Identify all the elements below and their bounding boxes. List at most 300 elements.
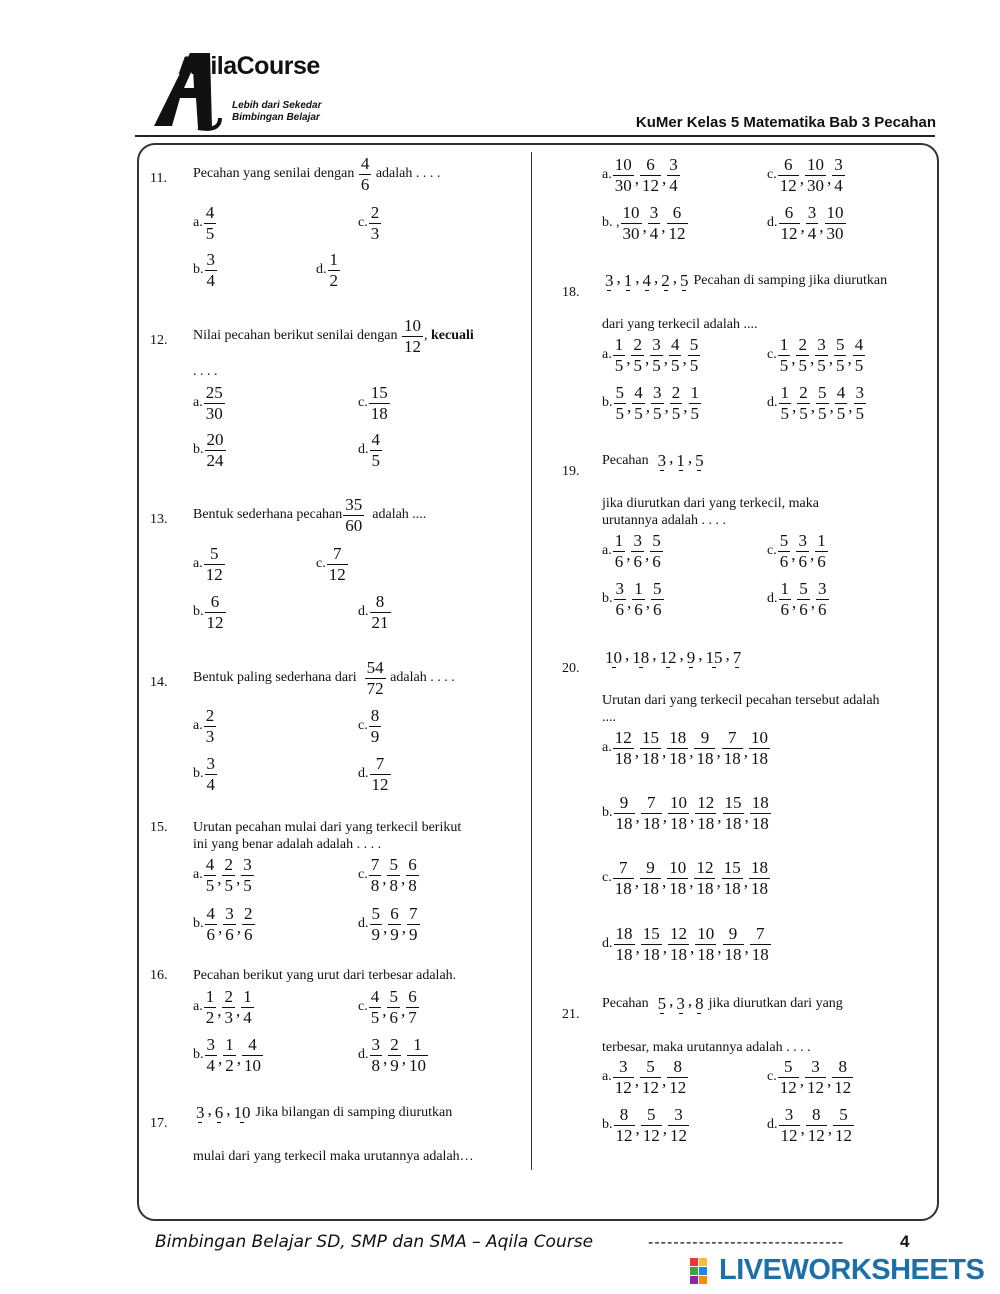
numerator: 1 [780, 383, 789, 402]
option-label: b. [193, 442, 204, 458]
denominator: 12 [205, 564, 223, 584]
fraction [667, 858, 688, 898]
option-label: c. [767, 347, 777, 363]
option-a[interactable] [193, 706, 217, 746]
option-a[interactable] [602, 728, 771, 768]
denominator [666, 667, 670, 668]
comma-separator: , [716, 872, 721, 892]
fraction [749, 728, 770, 768]
fraction [667, 203, 688, 243]
option-label: b. [602, 805, 613, 821]
denominator: 12 [806, 1077, 824, 1097]
numerator: 2 [370, 203, 380, 222]
option-label: a. [193, 718, 203, 734]
comma-separator: , [682, 349, 687, 369]
comma-separator: , [645, 593, 650, 613]
question-stem: Bentuk paling sederhana dari [193, 670, 357, 686]
denominator: 5 [836, 403, 846, 423]
option-a[interactable] [193, 987, 255, 1027]
numerator: 3 [798, 531, 807, 550]
fraction [796, 531, 809, 571]
numerator: 15 [723, 858, 741, 877]
question-text [193, 495, 426, 535]
option-label: c. [358, 999, 368, 1015]
denominator: 18 [751, 813, 769, 833]
denominator [679, 470, 683, 471]
denominator: 12 [642, 1125, 660, 1145]
comma-separator: , [652, 645, 657, 664]
denominator: 18 [670, 944, 687, 964]
fraction [656, 451, 669, 472]
numerator: 7 [618, 858, 628, 877]
numerator: 15 [642, 924, 660, 943]
fraction [194, 1103, 207, 1124]
numerator: 7 [409, 904, 418, 923]
numerator: 5 [680, 270, 689, 290]
comma-separator: , [661, 872, 667, 892]
numerator: 3 [206, 754, 215, 773]
option-c[interactable] [767, 1057, 854, 1097]
option-label: a. [193, 215, 203, 231]
numerator: 1 [676, 450, 685, 470]
option-b[interactable] [602, 579, 665, 619]
numerator: 5 [835, 335, 845, 354]
fraction [640, 728, 661, 768]
question-text: mulai dari yang terkecil maka urutannya adalah… [193, 1149, 474, 1164]
denominator: 6 [389, 1007, 398, 1027]
denominator: 5 [634, 403, 643, 423]
numerator: 4 [360, 154, 370, 173]
comma-separator: , [847, 349, 852, 369]
numerator: 6 [408, 987, 417, 1006]
fraction [651, 579, 664, 619]
numerator: 9 [646, 858, 655, 877]
logo-tagline: Bimbingan Belajar [232, 112, 320, 123]
question-number: 18. [562, 285, 580, 300]
fraction [659, 271, 672, 292]
numerator: 6 [784, 203, 794, 222]
question-stem: Pecahan [602, 996, 649, 1011]
denominator: 6 [634, 599, 643, 619]
fraction [365, 658, 386, 698]
comma-separator: , [654, 268, 659, 287]
numerator: 6 [672, 203, 682, 222]
question-text [193, 658, 455, 698]
numerator: 10 [669, 858, 687, 877]
option-b[interactable] [602, 1105, 690, 1145]
numerator: 5 [615, 383, 624, 402]
denominator: 5 [615, 403, 624, 423]
comma-separator: , [627, 593, 632, 613]
option-b[interactable] [193, 904, 256, 944]
option-c[interactable] [767, 155, 846, 195]
denominator: 6 [360, 174, 370, 194]
fraction [613, 335, 626, 375]
denominator: 5 [855, 403, 864, 423]
denominator: 4 [206, 774, 215, 794]
option-a[interactable] [602, 1057, 689, 1097]
denominator: 6 [225, 924, 234, 944]
denominator: 18 [614, 748, 632, 768]
numerator: 4 [836, 383, 846, 402]
footer-dashes: ------------------------------- [648, 1234, 845, 1251]
option-label: c. [358, 395, 368, 411]
fraction [370, 754, 391, 794]
option-c[interactable] [358, 203, 382, 243]
fraction [689, 383, 702, 423]
denominator: 5 [371, 450, 380, 470]
comma-separator: , [679, 645, 684, 664]
fraction [832, 1057, 853, 1097]
numerator: 12 [659, 647, 677, 667]
denominator: 18 [370, 403, 388, 423]
option-a[interactable] [602, 531, 664, 571]
fraction [613, 531, 626, 571]
numerator: 3 [657, 450, 667, 470]
numerator: 35 [345, 495, 363, 514]
fraction [370, 1035, 383, 1075]
question-text: .... [602, 710, 616, 725]
denominator: 12 [614, 1077, 632, 1097]
numerator: 2 [244, 904, 253, 923]
option-d[interactable] [358, 430, 383, 470]
numerator: 3 [855, 383, 864, 402]
denominator [735, 667, 739, 668]
option-d[interactable] [602, 924, 772, 964]
denominator: 12 [641, 1077, 659, 1097]
fraction [694, 858, 715, 898]
fraction [825, 203, 846, 243]
fraction [343, 495, 364, 535]
denominator: 10 [409, 1055, 426, 1075]
fraction [232, 1103, 253, 1124]
option-b[interactable] [193, 592, 227, 632]
denominator: 12 [641, 175, 659, 195]
numerator: 5 [657, 993, 667, 1013]
numerator: 2 [633, 335, 642, 354]
comma-separator: , [644, 545, 650, 565]
numerator: 3 [633, 531, 642, 550]
fraction [651, 383, 664, 423]
numerator: 7 [756, 924, 765, 943]
comma-separator: , [800, 217, 805, 237]
option-d[interactable] [358, 1035, 429, 1075]
numerator: 10 [670, 793, 687, 812]
denominator: 18 [642, 944, 660, 964]
option-b[interactable] [193, 1035, 264, 1075]
option-b[interactable] [602, 203, 689, 243]
option-c[interactable] [767, 335, 866, 375]
fraction [685, 648, 698, 669]
logo-tagline: Lebih dari Sekedar [232, 100, 322, 111]
fraction [835, 383, 848, 423]
comma-separator: , [645, 397, 650, 417]
numerator: 3 [225, 904, 234, 923]
denominator: 18 [696, 878, 714, 898]
fraction [779, 203, 800, 243]
denominator [217, 1122, 221, 1123]
fraction [750, 924, 771, 964]
question-number: 16. [150, 968, 168, 983]
fraction [779, 383, 792, 423]
option-d[interactable] [358, 904, 421, 944]
numerator: 18 [615, 924, 633, 943]
option-c[interactable] [602, 858, 771, 898]
question-stem: Bentuk sederhana pecahan [193, 507, 343, 523]
question-stem: Nilai pecahan berikut senilai dengan [193, 328, 398, 344]
option-b[interactable] [602, 383, 702, 423]
comma-separator: , [744, 938, 749, 958]
option-c[interactable] [767, 531, 829, 571]
denominator: 18 [724, 944, 742, 964]
comma-separator: , [382, 1001, 387, 1021]
comma-separator: , [218, 1049, 223, 1069]
fraction [614, 793, 635, 833]
numerator: 1 [623, 270, 633, 290]
comma-separator: , [669, 448, 674, 467]
fraction [205, 1035, 218, 1075]
denominator: 5 [370, 1007, 380, 1027]
question-text: Urutan dari yang terkecil pecahan tersebut adalah [602, 693, 880, 708]
denominator: 5 [689, 355, 699, 375]
option-b[interactable] [193, 250, 218, 290]
comma-separator: , [383, 1049, 388, 1069]
fraction [407, 904, 420, 944]
numerator: 1 [634, 579, 643, 598]
numerator: 18 [632, 647, 650, 667]
comma-separator: , [401, 918, 406, 938]
numerator: 3 [652, 335, 661, 354]
fraction [749, 858, 770, 898]
fraction [640, 858, 661, 898]
option-label: c. [767, 543, 777, 559]
comma-separator: , [235, 869, 241, 889]
comma-separator: , [698, 645, 703, 664]
fraction [241, 855, 254, 895]
fraction [388, 904, 401, 944]
fraction [678, 271, 691, 292]
fraction [750, 793, 771, 833]
denominator: 12 [403, 336, 421, 356]
fraction [369, 855, 382, 895]
fraction [648, 203, 661, 243]
option-label: d. [358, 916, 369, 932]
denominator [712, 667, 716, 668]
option-label: a. [602, 543, 612, 559]
fraction [640, 155, 661, 195]
option-d[interactable] [767, 579, 830, 619]
denominator: 12 [615, 1125, 633, 1145]
denominator [607, 290, 611, 291]
option-a[interactable] [193, 203, 217, 243]
comma-separator: , [236, 918, 241, 938]
numerator: 5 [779, 531, 789, 550]
option-a[interactable] [193, 544, 226, 584]
denominator: 21 [371, 612, 389, 632]
option-label: d. [358, 1047, 369, 1063]
numerator: 5 [647, 1105, 656, 1124]
comma-separator: , [217, 869, 222, 889]
fraction [327, 544, 348, 584]
denominator: 4 [649, 223, 659, 243]
comma-separator: , [743, 742, 748, 762]
fraction [832, 155, 845, 195]
denominator: 12 [779, 175, 797, 195]
fraction [797, 383, 810, 423]
numerator: 1 [243, 987, 252, 1006]
fraction [223, 1035, 236, 1075]
option-d[interactable] [767, 1105, 855, 1145]
comma-separator: , [683, 397, 688, 417]
denominator: 5 [614, 355, 624, 375]
numerator: 2 [799, 383, 808, 402]
comma-separator: , [635, 938, 640, 958]
option-b[interactable] [193, 754, 218, 794]
numerator: 4 [670, 335, 680, 354]
option-b[interactable] [193, 430, 227, 470]
option-c[interactable] [358, 855, 420, 895]
denominator: 8 [408, 875, 417, 895]
fraction [388, 1035, 401, 1075]
denominator [697, 470, 701, 471]
fraction [731, 648, 744, 669]
numerator: 12 [696, 858, 714, 877]
denominator: 60 [345, 515, 363, 535]
fraction [613, 1057, 634, 1097]
numerator: 3 [605, 270, 614, 290]
denominator: 12 [835, 1125, 852, 1145]
denominator: 18 [614, 878, 632, 898]
denominator: 5 [854, 355, 864, 375]
numerator: 7 [727, 728, 737, 747]
fraction [631, 335, 644, 375]
option-d[interactable] [358, 754, 392, 794]
comma-separator: , [810, 397, 815, 417]
numerator: 3 [196, 1102, 205, 1122]
question-number: 17. [150, 1116, 168, 1131]
option-label: d. [358, 766, 369, 782]
question-fractions [602, 268, 887, 294]
option-c[interactable] [358, 383, 391, 423]
denominator: 5 [224, 875, 233, 895]
denominator: 18 [641, 748, 659, 768]
denominator: 9 [370, 726, 380, 746]
numerator: 3 [784, 1105, 794, 1124]
denominator: 18 [723, 878, 741, 898]
denominator [679, 1013, 683, 1014]
numerator: 2 [798, 335, 807, 354]
denominator: 6 [615, 599, 624, 619]
fraction [222, 855, 235, 895]
comma-separator: , [800, 1119, 805, 1139]
option-a[interactable] [602, 155, 681, 195]
fraction [674, 451, 687, 472]
fraction [632, 383, 645, 423]
fraction [805, 1057, 826, 1097]
fraction [668, 1105, 689, 1145]
fraction [778, 531, 791, 571]
comma-separator: , [792, 593, 797, 613]
fraction [778, 155, 799, 195]
denominator: 18 [697, 813, 715, 833]
denominator: 72 [366, 678, 384, 698]
fraction [805, 155, 826, 195]
denominator: 3 [205, 726, 215, 746]
question-text [193, 154, 440, 194]
fraction [640, 1057, 661, 1097]
comma-separator: , [400, 1001, 406, 1021]
fraction [387, 855, 400, 895]
denominator: 18 [750, 878, 768, 898]
header-rule [135, 135, 935, 137]
fraction [667, 728, 688, 768]
question-stem: , [423, 328, 431, 344]
fraction [369, 987, 382, 1027]
comma-separator: , [826, 169, 832, 189]
option-c[interactable] [316, 544, 349, 584]
fraction [693, 994, 706, 1015]
numerator: 5 [653, 579, 662, 598]
numerator: 6 [214, 1102, 224, 1122]
numerator: 4 [205, 855, 215, 874]
option-c[interactable] [358, 987, 420, 1027]
denominator: 4 [669, 175, 678, 195]
numerator: 6 [783, 155, 793, 174]
comma-separator: , [383, 918, 388, 938]
denominator: 9 [409, 924, 418, 944]
denominator: 12 [807, 1125, 825, 1145]
numerator: 10 [697, 924, 715, 943]
option-d[interactable] [358, 592, 392, 632]
fraction [387, 987, 400, 1027]
denominator [660, 1013, 664, 1014]
denominator: 12 [206, 612, 224, 632]
denominator: 8 [370, 875, 380, 895]
numerator: 5 [652, 531, 661, 550]
fraction [614, 383, 627, 423]
denominator: 6 [653, 599, 662, 619]
option-label: d. [767, 591, 778, 607]
option-d[interactable] [316, 250, 341, 290]
numerator: 9 [700, 728, 710, 747]
option-c[interactable] [358, 706, 382, 746]
denominator: 18 [751, 944, 769, 964]
denominator [689, 667, 693, 668]
option-a[interactable] [193, 855, 255, 895]
denominator: 5 [671, 403, 681, 423]
numerator: 5 [818, 383, 827, 402]
question-fractions [602, 645, 744, 671]
option-b[interactable] [602, 793, 772, 833]
denominator [639, 667, 643, 668]
question-stem: Jika bilangan di samping diurutkan [255, 1105, 453, 1120]
question-number: 19. [562, 464, 580, 479]
option-a[interactable] [193, 383, 226, 423]
numerator: 18 [751, 793, 769, 812]
option-d[interactable] [767, 383, 867, 423]
comma-separator: , [809, 349, 815, 369]
denominator: 4 [834, 175, 843, 195]
numerator: 3 [653, 383, 662, 402]
option-d[interactable] [767, 203, 847, 243]
denominator: 5 [799, 403, 808, 423]
denominator: 6 [799, 599, 808, 619]
denominator: 6 [633, 551, 642, 571]
option-a[interactable] [602, 335, 701, 375]
fraction [796, 335, 809, 375]
comma-separator: , [661, 1071, 667, 1091]
question-fractions [602, 448, 707, 474]
